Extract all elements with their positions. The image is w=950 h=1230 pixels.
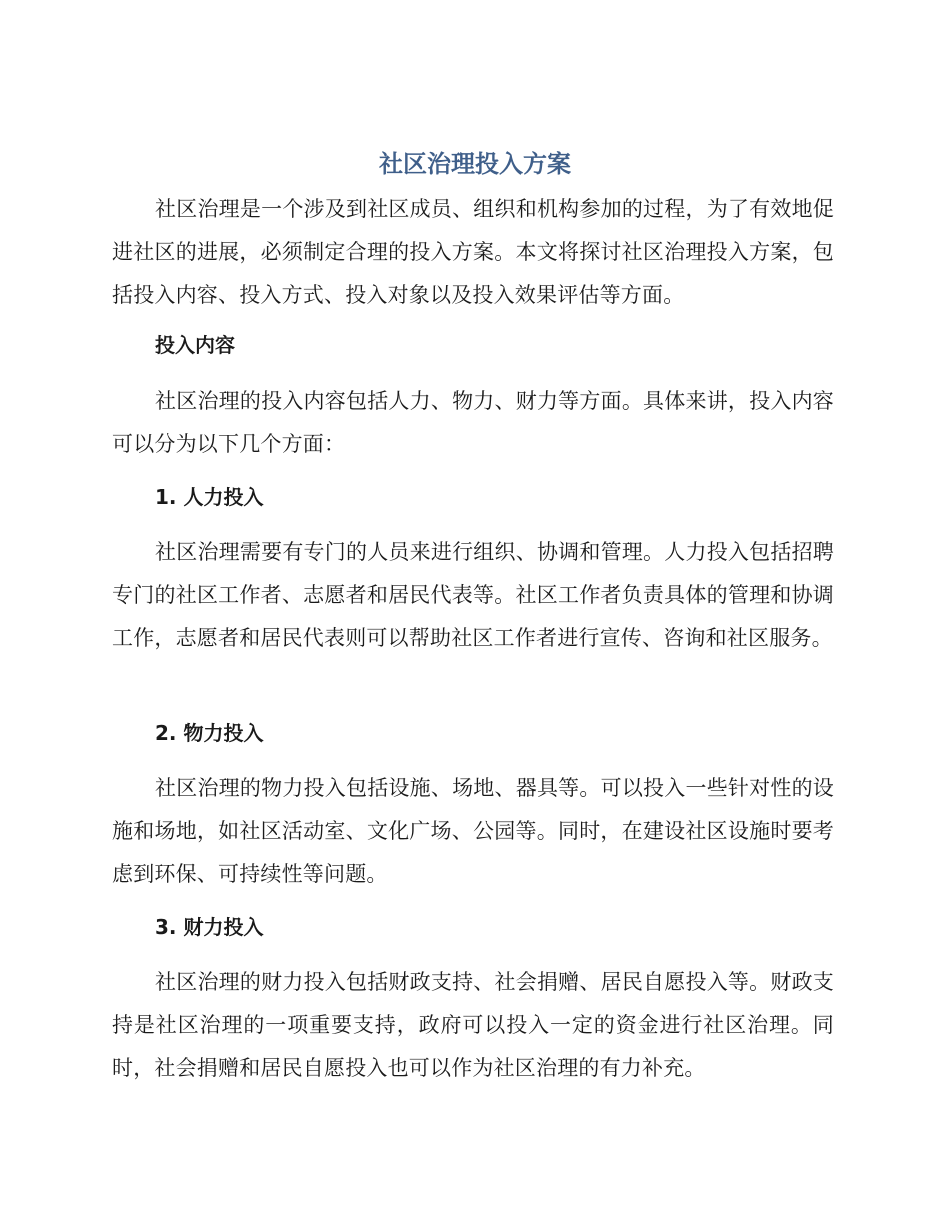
section-paragraph-content: 社区治理的投入内容包括人力、物力、财力等方面。具体来讲，投入内容可以分为以下几个方面： <box>112 389 834 456</box>
subsection-heading-financial: 3. 财力投入 <box>155 915 264 939</box>
document-title: 社区治理投入方案 <box>379 150 571 178</box>
subsection-paragraph-human: 社区治理需要有专门的人员来进行组织、协调和管理。人力投入包括招聘专门的社区工作者、志愿者和居民代表等。社区工作者负责具体的管理和协调工作，志愿者和居民代表则可以帮助社区工作者进行宣传、咨询和社区服务。 <box>112 540 834 650</box>
subsection-paragraph-material: 社区治理的物力投入包括设施、场地、器具等。可以投入一些针对性的设施和场地，如社区活动室、文化广场、公园等。同时，在建设社区设施时要考虑到环保、可持续性等问题。 <box>112 776 834 886</box>
subsection-paragraph-financial: 社区治理的财力投入包括财政支持、社会捐赠、居民自愿投入等。财政支持是社区治理的一项重要支持，政府可以投入一定的资金进行社区治理。同时，社会捐赠和居民自愿投入也可以作为社区治理的有力补充。 <box>112 970 834 1080</box>
subsection-heading-human: 1. 人力投入 <box>155 485 264 509</box>
section-heading-content: 投入内容 <box>155 333 235 357</box>
intro-paragraph: 社区治理是一个涉及到社区成员、组织和机构参加的过程，为了有效地促进社区的进展，必须制定合理的投入方案。本文将探讨社区治理投入方案，包括投入内容、投入方式、投入对象以及投入效果评估等方面。 <box>112 197 834 307</box>
subsection-heading-material: 2. 物力投入 <box>155 721 264 745</box>
